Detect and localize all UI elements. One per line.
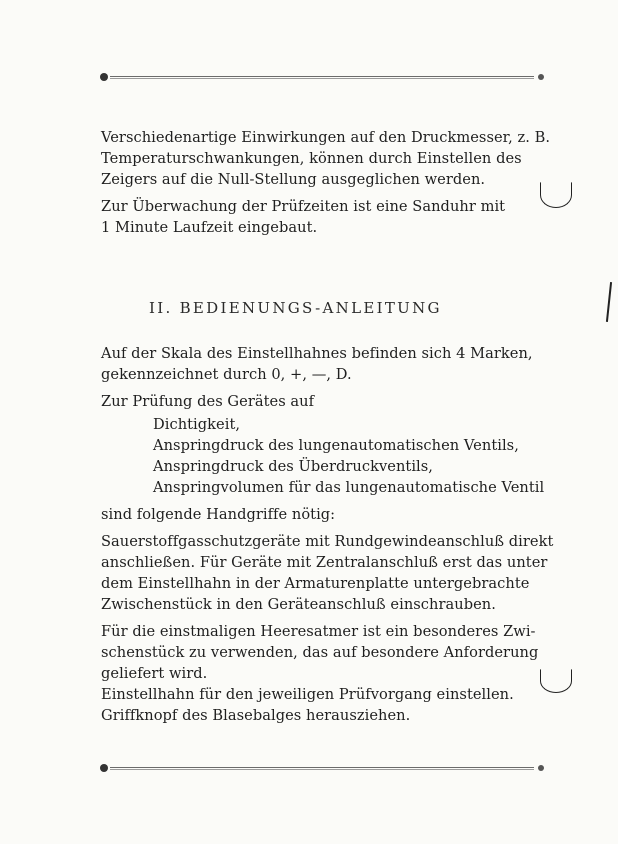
top-ornamental-rule bbox=[100, 73, 544, 83]
text-line: Zeigers auf die Null-Stellung ausgeglichen werden. bbox=[101, 171, 486, 188]
text-line: Auf der Skala des Einstellhahnes befinden sich 4 Marken, bbox=[101, 345, 533, 362]
rule-dot-icon bbox=[538, 765, 544, 771]
pencil-mark-icon bbox=[540, 182, 572, 208]
list-item: Anspringvolumen für das lungenautomatische Ventil bbox=[153, 479, 545, 496]
text-line: Verschiedenartige Einwirkungen auf den Druckmesser, z. B. bbox=[101, 129, 551, 146]
rule-line bbox=[110, 767, 534, 770]
text-line: Zur Prüfung des Gerätes auf bbox=[101, 393, 315, 410]
text-line: gekennzeichnet durch 0, +, —, D. bbox=[101, 366, 352, 383]
text-line: dem Einstellhahn in der Armaturenplatte untergebrachte bbox=[101, 575, 530, 592]
section-two bbox=[101, 343, 556, 726]
section-one bbox=[101, 127, 556, 238]
text-line: geliefert wird. bbox=[101, 665, 208, 682]
list-item: Anspringdruck des lungenautomatischen Ventils, bbox=[153, 437, 519, 454]
rule-line bbox=[110, 76, 534, 79]
list-item: Anspringdruck des Überdruckventils, bbox=[153, 458, 433, 475]
margin-stroke-icon bbox=[606, 282, 612, 322]
text-line: anschließen. Für Geräte mit Zentralanschluß erst das unter bbox=[101, 554, 548, 571]
rule-dot-icon bbox=[538, 74, 544, 80]
text-line: Zwischenstück in den Geräteanschluß einschrauben. bbox=[101, 596, 496, 613]
text-line: Griffknopf des Blasebalges herausziehen. bbox=[101, 707, 411, 724]
text-line: sind folgende Handgriffe nötig: bbox=[101, 506, 336, 523]
text-line: Temperaturschwankungen, können durch Einstellen des bbox=[101, 150, 522, 167]
text-line: Sauerstoffgasschutzgeräte mit Rundgewindeanschluß direkt bbox=[101, 533, 554, 550]
pencil-mark-icon bbox=[540, 669, 572, 693]
section-heading: II. BEDIENUNGS-ANLEITUNG bbox=[149, 299, 442, 317]
list-item: Dichtigkeit, bbox=[153, 416, 241, 433]
text-line: schenstück zu verwenden, das auf besondere Anforderung bbox=[101, 644, 539, 661]
rule-dot-icon bbox=[100, 764, 108, 772]
text-line: Zur Überwachung der Prüfzeiten ist eine Sanduhr mit bbox=[101, 198, 506, 215]
text-line: Für die einstmaligen Heeresatmer ist ein besonderes Zwi- bbox=[101, 623, 536, 640]
text-line: 1 Minute Laufzeit eingebaut. bbox=[101, 219, 318, 236]
text-line: Einstellhahn für den jeweiligen Prüfvorgang einstellen. bbox=[101, 686, 514, 703]
bottom-ornamental-rule bbox=[100, 764, 544, 774]
rule-dot-icon bbox=[100, 73, 108, 81]
